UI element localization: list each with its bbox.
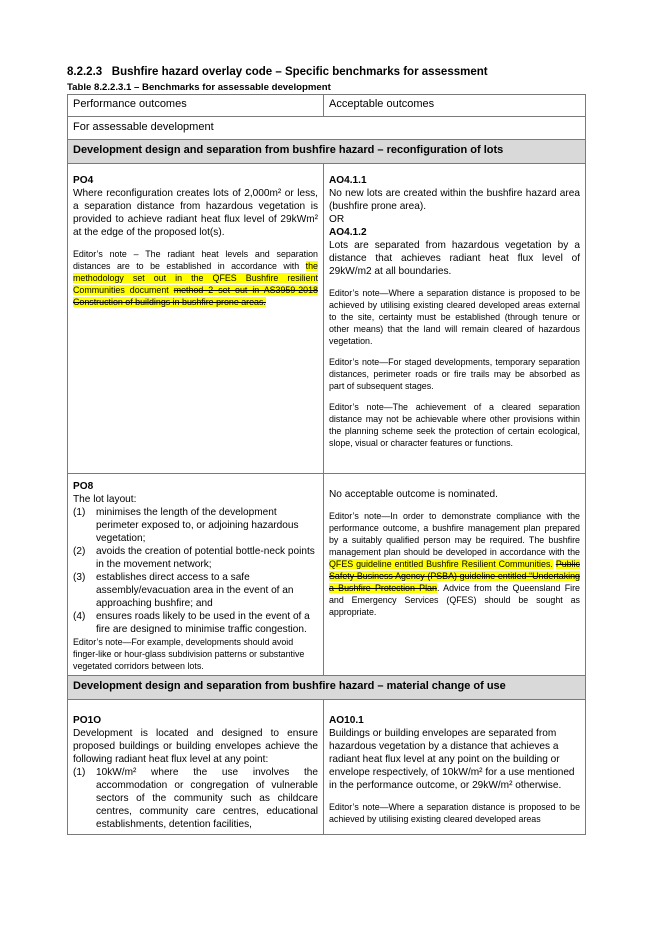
ao4-1-1-code: AO4.1.1: [329, 175, 367, 186]
ao10-editors-note: Editor’s note—Where a separation distance is proposed to be achieved by utilising existing cleared developed areas: [329, 802, 580, 824]
po8-list: [73, 506, 318, 636]
ao8-editors-note: Editor’s note—In order to demonstrate compliance with the performance outcome, a bushfire management plan prepared by a suitably qualified person may be required. The bushfire management plan should be developed in accordance with the QFES guideline entitled Bushfire Resilient Communities. Public Safety Business Agency (PSBA) guideline entitled “Undertaking a Bushfire Protection Plan. Advice from the Queensland Fire and Emergency Services (QFES) should be sought as appropriate.: [329, 511, 580, 617]
po8-cell: [68, 474, 324, 676]
table-row: [68, 164, 586, 474]
table-row: [68, 700, 586, 835]
po4-text: Where reconfiguration creates lots of 2,000m² or less, a separation distance from hazardous vegetation is provided to achieve radiant heat flux level of 29kWm² at the edge of the proposed lot(s).: [73, 188, 318, 238]
ao4-cell: [324, 164, 586, 474]
po8-editors-note: Editor’s note—For example, developments should avoid finger-like or hour-glass subdivision patterns or substantive vegetated corridors between lots.: [73, 637, 305, 671]
section-number: 8.2.2.3: [67, 66, 103, 78]
po10-list: [73, 766, 318, 831]
ao8-text: No acceptable outcome is nominated.: [329, 489, 498, 500]
section-row: [68, 676, 586, 700]
list-item: (3) establishes direct access to a safe assembly/evacuation area in the event of an approaching bushfire; and: [73, 572, 294, 609]
section-heading: [67, 66, 488, 78]
po8-intro: The lot layout:: [73, 494, 137, 505]
po10-intro: Development is located and designed to ensure proposed buildings or building envelopes achieve the following radiant heat flux level at any point:: [73, 728, 318, 765]
ao4-editors-note-1: Editor’s note—Where a separation distance is proposed to be achieved by utilising existing cleared developed areas external to the site, certainty must be established (through tenure or other means) that the land will remain cleared of hazardous vegetation.: [329, 288, 580, 346]
section-title-material-change: Development design and separation from bushfire hazard – material change of use: [68, 676, 586, 700]
po8-code: PO8: [73, 481, 94, 492]
section-title-reconfiguration: Development design and separation from bushfire hazard – reconfiguration of lots: [68, 140, 586, 164]
col-header-performance: Performance outcomes: [68, 95, 324, 117]
ao8-cell: [324, 474, 586, 676]
po4-cell: [68, 164, 324, 474]
list-item: (2) avoids the creation of potential bottle-neck points in the movement network;: [73, 546, 315, 570]
ao8-deleted-text: Public Safety Business Agency (PSBA) guideline entitled “Undertaking a Bushfire Protection Plan: [329, 559, 580, 593]
col-header-acceptable: Acceptable outcomes: [324, 95, 586, 117]
ao4-1-2-text: Lots are separated from hazardous vegetation by a distance that achieves radiant heat flux level of 29kW/m2 at all boundaries.: [329, 240, 580, 277]
ao4-editors-note-2: Editor’s note—For staged developments, temporary separation distances, perimeter roads or fire trails may be absorbed as part of subsequent stages.: [329, 357, 580, 391]
table-caption: Table 8.2.2.3.1 – Benchmarks for assessable development: [67, 82, 331, 93]
po10-cell: [68, 700, 324, 835]
po4-code: PO4: [73, 175, 94, 186]
list-item: (1) 10kW/m² where the use involves the accommodation or congregation of vulnerable sectors of the community such as childcare centres, community care centres, educational establishments, detention facilities,: [73, 767, 318, 830]
assessable-label: For assessable development: [68, 117, 586, 140]
ao4-1-1-text: No new lots are created within the bushfire hazard area (bushfire prone area).: [329, 188, 580, 212]
section-title: Bushfire hazard overlay code – Specific benchmarks for assessment: [111, 66, 488, 78]
ao4-1-2-code: AO4.1.2: [329, 227, 367, 238]
list-item: (4) ensures roads likely to be used in the event of a fire are designed to minimise traffic congestion.: [73, 611, 310, 635]
ao4-or: OR: [329, 214, 345, 225]
ao4-editors-note-3: Editor’s note—The achievement of a cleared separation distance may not be achievable where other provisions within the planning scheme seek the protection of certain ecological, slope, visual or character features or functions.: [329, 402, 580, 448]
ao10-1-code: AO10.1: [329, 715, 364, 726]
section-row: [68, 140, 586, 164]
po4-editors-note: Editor’s note – The radiant heat levels and separation distances are to be established in accordance with the methodology set out in the QFES Bushfire resilient Communities document method 2 set out in AS3959-2018 Construction of buildings in bushfire prone areas.: [73, 249, 318, 307]
table-row: [68, 474, 586, 676]
po4-deleted-text: method 2 set out in AS3959-2018 Construction of buildings in bushfire prone areas.: [73, 285, 318, 307]
table-header-row: [68, 95, 586, 117]
list-item: (1) minimises the length of the development perimeter exposed to, or adjoining hazardous vegetation;: [73, 507, 299, 544]
po10-code: PO1O: [73, 715, 102, 726]
assessable-row: [68, 117, 586, 140]
ao10-cell: [324, 700, 586, 835]
ao10-1-text: Buildings or building envelopes are separated from hazardous vegetation by a distance that achieves a radiant heat flux level at any point on the building or envelope respectively, of 10kW/m² for a use mentioned in the performance outcome, or 29kW/m² otherwise.: [329, 728, 575, 791]
benchmarks-table: [67, 94, 586, 835]
